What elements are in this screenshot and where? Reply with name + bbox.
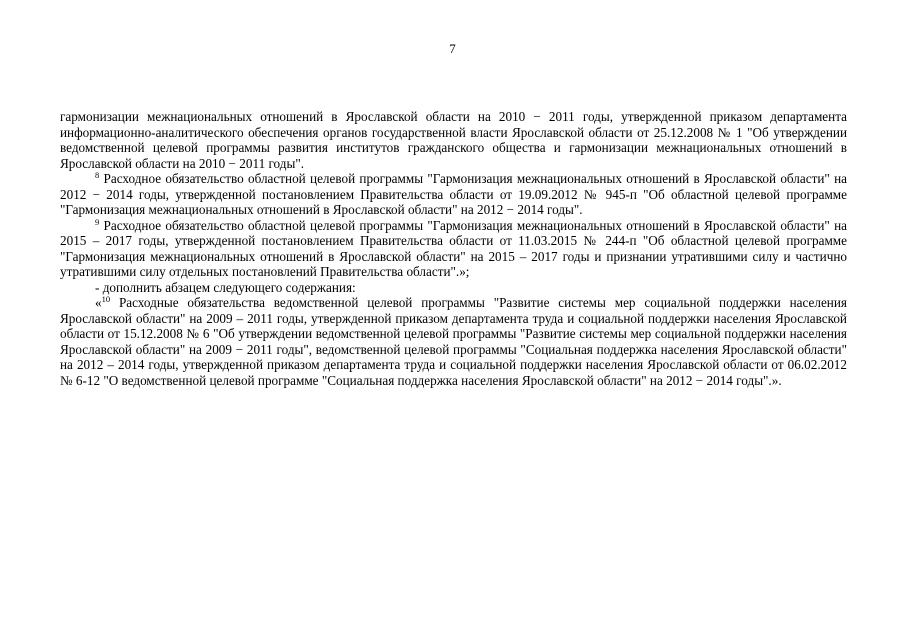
page-number: 7 xyxy=(449,41,456,56)
quote-open: « xyxy=(95,295,102,310)
paragraph-text: гармонизации межнациональных отношений в Ярославской области на 2010 − 2011 годы, утвержденной приказом департамента информационно-аналитического обеспечения органов государственной власти Ярославской области от 25.12.2008 № 1 "Об утверждении ведомственной целевой программы развития институтов гражданского общества и гармонизации межнациональных отношений в Ярославской области на 2010 − 2011 годы". xyxy=(60,109,847,171)
document-body xyxy=(60,109,847,388)
footnote-marker: 10 xyxy=(101,294,111,304)
footnote-marker: 9 xyxy=(95,216,100,227)
paragraph-footnote-10 xyxy=(60,295,847,388)
footnote-marker: 8 xyxy=(95,170,100,180)
paragraph-text: Расходные обязательства ведомственной целевой программы "Развитие системы мер социальной поддержки населения Ярославской области" на 2009 – 2011 годы, утвержденной приказом департамента труда и социальной поддержки населения Ярославской области от 15.12.2008 № 6 "Об утверждении ведомственной целевой программы "Развитие системы мер социальной поддержки населения Ярославской области" на 2009 − 2011 годы", ведомственной целевой программы "Социальная поддержка населения Ярославской области" на 2012 – 2014 годы, утвержденной приказом департамента труда и социальной поддержки населения Ярославской области от 06.02.2012 № 6-12 "О ведомственной целевой программе "Социальная поддержка населения Ярославской области" на 2012 − 2014 годы".». xyxy=(60,295,847,388)
paragraph-text: Расходное обязательство областной целевой программы "Гармонизация межнациональных отношений в Ярославской области" на 2012 − 2014 годы, утвержденной постановлением Правительства области от 19.09.2012 № 945-п "Об областной целевой программе "Гармонизация межнациональных отношений в Ярославской области" на 2012 − 2014 годы". xyxy=(60,171,847,217)
paragraph-continuation xyxy=(60,109,847,171)
paragraph-text: Расходное обязательство областной целевой программы "Гармонизация межнациональных отношений в Ярославской области" на 2015 – 2017 годы, утвержденной постановлением Правительства области от 11.03.2015 № 244-п "Об областной целевой программе "Гармонизация межнациональных отношений в Ярославской области" на 2015 – 2017 годы и признании утратившими силу и частично утратившими силу отдельных постановлений Правительства области".»; xyxy=(60,217,847,279)
paragraph-instruction xyxy=(60,280,847,296)
paragraph-text: - дополнить абзацем следующего содержания: xyxy=(95,279,356,295)
paragraph-footnote-8 xyxy=(60,171,847,218)
paragraph-footnote-9 xyxy=(60,218,847,280)
